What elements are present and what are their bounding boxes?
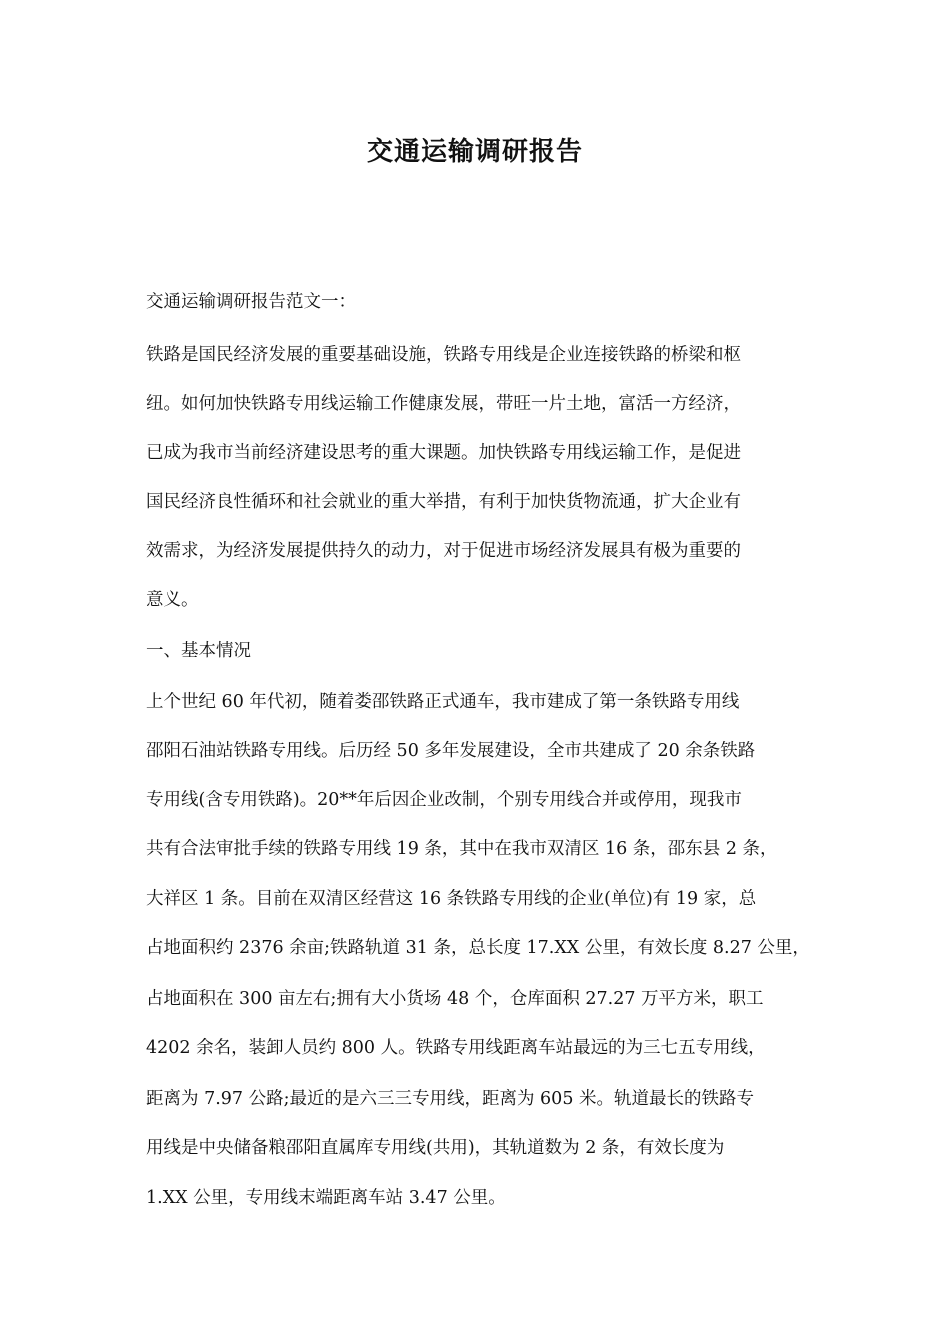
paragraph-line: 4202 余名，装卸人员约 800 人。铁路专用线距离车站最远的为三七五专用线， — [146, 1038, 766, 1058]
paragraph-line: 1.XX 公里，专用线末端距离车站 3.47 公里。 — [146, 1188, 506, 1208]
paragraph-line: 共有合法审批手续的铁路专用线 19 条，其中在我市双清区 16 条，邵东县 2 条， — [146, 839, 778, 859]
paragraph-line: 邵阳石油站铁路专用线。后历经 50 多年发展建设，全市共建成了 20 余条铁路 — [146, 741, 756, 761]
paragraph-line: 上个世纪 60 年代初，随着娄邵铁路正式通车，我市建成了第一条铁路专用线 — [146, 692, 740, 712]
paragraph-line: 占地面积在 300 亩左右;拥有大小货场 48 个，仓库面积 27.27 万平方米，职工 — [146, 989, 764, 1009]
paragraph-line: 效需求，为经济发展提供持久的动力，对于促进市场经济发展具有极为重要的 — [146, 541, 741, 561]
paragraph-line: 纽。如何加快铁路专用线运输工作健康发展，带旺一片土地，富活一方经济， — [146, 394, 741, 414]
paragraph-line: 专用线(含专用铁路)。20**年后因企业改制，个别专用线合并或停用，现我市 — [146, 790, 742, 810]
paragraph-line: 用线是中央储备粮邵阳直属库专用线(共用)，其轨道数为 2 条，有效长度为 — [146, 1138, 725, 1158]
paragraph-line: 铁路是国民经济发展的重要基础设施，铁路专用线是企业连接铁路的桥梁和枢 — [146, 345, 741, 365]
paragraph-line: 距离为 7.97 公路;最近的是六三三专用线，距离为 605 米。轨道最长的铁路专 — [146, 1089, 755, 1109]
paragraph-line: 占地面积约 2376 余亩;铁路轨道 31 条，总长度 17.XX 公里，有效长度 8.27 公里， — [146, 938, 810, 958]
paragraph-line: 已成为我市当前经济建设思考的重大课题。加快铁路专用线运输工作，是促进 — [146, 443, 741, 463]
section-heading: 一、基本情况 — [146, 641, 251, 661]
intro-heading: 交通运输调研报告范文一： — [146, 292, 356, 312]
page-title: 交通运输调研报告 — [366, 137, 583, 167]
paragraph-line: 大祥区 1 条。目前在双清区经营这 16 条铁路专用线的企业(单位)有 19 家，总 — [146, 889, 757, 909]
paragraph-line: 国民经济良性循环和社会就业的重大举措，有利于加快货物流通，扩大企业有 — [146, 492, 741, 512]
paragraph-line: 意义。 — [146, 590, 199, 610]
